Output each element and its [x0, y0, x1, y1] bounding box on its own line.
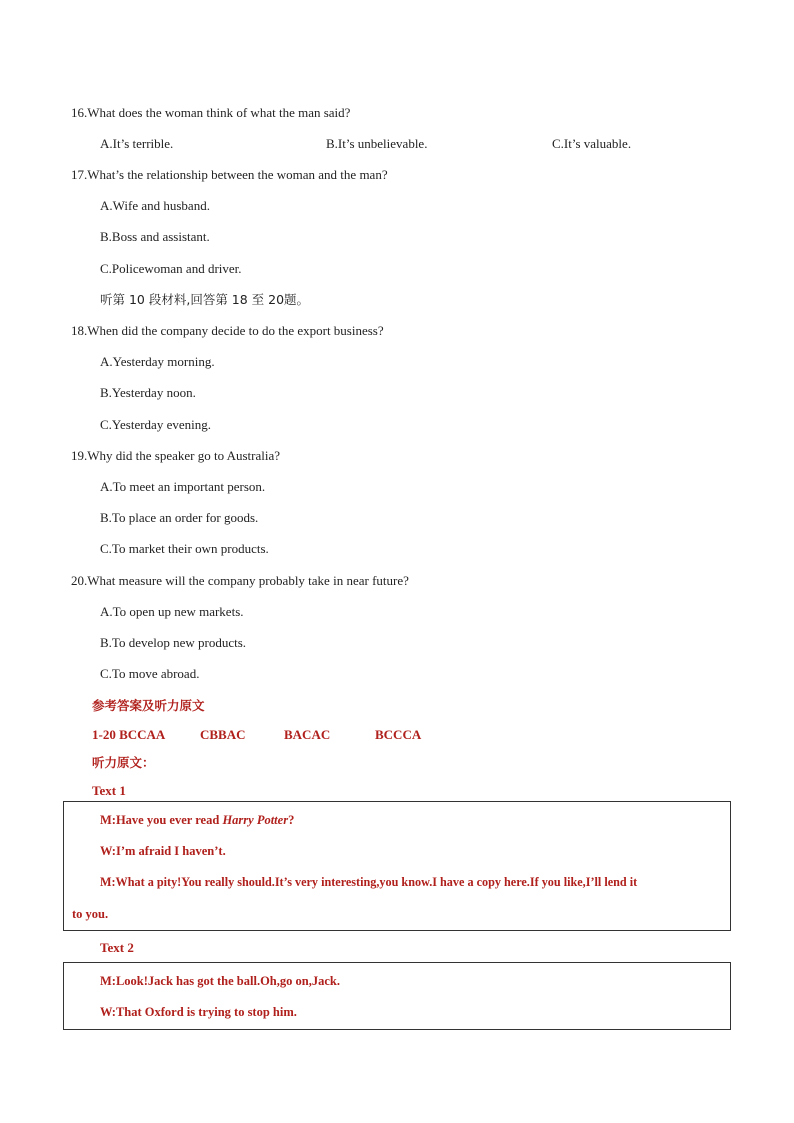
- question-18-stem: 18.When did the company decide to do the export business?: [71, 323, 384, 338]
- text-1-line-4: to you.: [72, 907, 109, 921]
- question-17-option-b: B.Boss and assistant.: [100, 229, 210, 244]
- text-1-title: Text 1: [92, 783, 126, 798]
- question-18-option-c: C.Yesterday evening.: [100, 417, 211, 432]
- question-16-option-a: A.It’s terrible.: [100, 136, 174, 151]
- question-16-option-c: C.It’s valuable.: [552, 136, 632, 151]
- text-1-line-2: W:I’m afraid I haven’t.: [100, 844, 226, 858]
- answers-group-2: CBBAC: [200, 727, 246, 742]
- question-19-stem: 19.Why did the speaker go to Australia?: [71, 448, 281, 463]
- book-title: Harry Potter: [222, 813, 289, 827]
- question-16-stem: 16.What does the woman think of what the man said?: [71, 105, 351, 120]
- question-16-option-b: B.It’s unbelievable.: [326, 136, 428, 151]
- answers-group-3: BACAC: [284, 727, 331, 742]
- section-instruction: 听第 10 段材料,回答第 18 至 20题。: [100, 292, 310, 307]
- text-1-line-3: M:What a pity!You really should.It’s very interesting,you know.I have a copy here.If you like,I’ll lend it: [100, 875, 638, 889]
- question-19-option-c: C.To market their own products.: [100, 541, 269, 556]
- question-20-option-b: B.To develop new products.: [100, 635, 247, 650]
- answers-group-4: BCCCA: [375, 727, 422, 742]
- text-2-title: Text 2: [100, 940, 134, 955]
- question-20-option-a: A.To open up new markets.: [100, 604, 244, 619]
- answers-heading: 参考答案及听力原文: [92, 698, 205, 713]
- question-18-option-b: B.Yesterday noon.: [100, 385, 196, 400]
- question-20-stem: 20.What measure will the company probably take in near future?: [71, 573, 409, 588]
- text-1-transcript-box: [63, 801, 731, 931]
- question-20-option-c: C.To move abroad.: [100, 666, 200, 681]
- answers-range: 1-20 BCCAA: [92, 727, 166, 742]
- question-18-option-a: A.Yesterday morning.: [100, 354, 215, 369]
- question-17-option-c: C.Policewoman and driver.: [100, 261, 242, 276]
- text-2-line-2: W:That Oxford is trying to stop him.: [100, 1005, 297, 1019]
- question-17-option-a: A.Wife and husband.: [100, 198, 210, 213]
- text-1-line-1: M:Have you ever read Harry Potter?: [100, 813, 295, 827]
- text-2-line-1: M:Look!Jack has got the ball.Oh,go on,Jack.: [100, 974, 340, 988]
- question-19-option-a: A.To meet an important person.: [100, 479, 266, 494]
- question-19-option-b: B.To place an order for goods.: [100, 510, 259, 525]
- text-2-transcript-box: [63, 962, 731, 1030]
- transcript-label: 听力原文：: [92, 755, 155, 770]
- question-17-stem: 17.What’s the relationship between the woman and the man?: [71, 167, 388, 182]
